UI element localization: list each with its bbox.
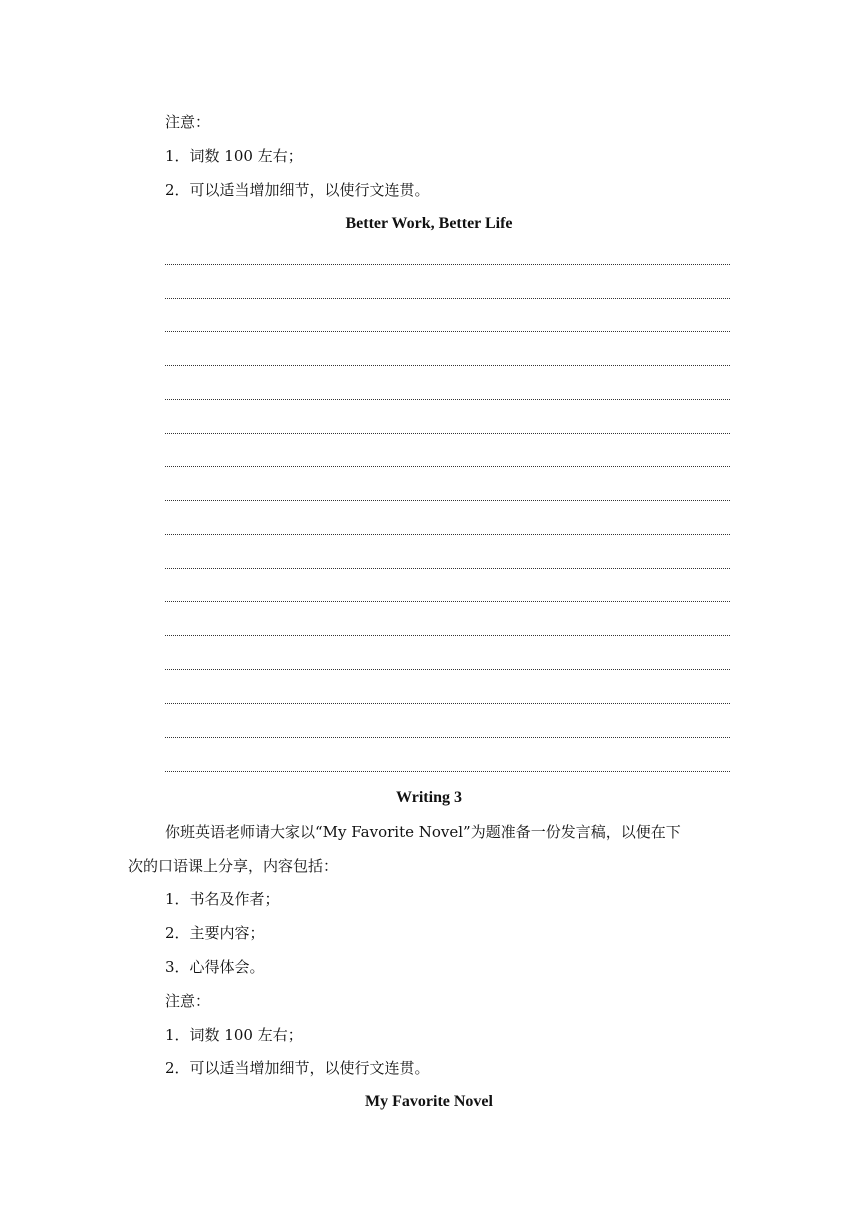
- note-label: 注意：: [165, 113, 211, 131]
- content-item: 1．书名及作者；: [165, 890, 280, 908]
- note-item: 1．词数 100 左右；: [165, 147, 303, 165]
- writing-line: [165, 771, 730, 772]
- writing-line: [165, 264, 730, 265]
- content-item: 2．主要内容；: [165, 924, 265, 942]
- section-heading: Writing 3: [396, 789, 462, 806]
- writing-line: [165, 703, 730, 704]
- writing-line: [165, 331, 730, 332]
- writing-line: [165, 534, 730, 535]
- writing-line: [165, 399, 730, 400]
- writing-line: [165, 737, 730, 738]
- essay-title: Better Work, Better Life: [345, 215, 513, 232]
- writing-line: [165, 601, 730, 602]
- writing-line: [165, 635, 730, 636]
- note-label: 注意：: [165, 992, 211, 1010]
- writing-line: [165, 568, 730, 569]
- writing-line: [165, 433, 730, 434]
- note-item: 2．可以适当增加细节，以使行文连贯。: [165, 1059, 430, 1077]
- writing-line: [165, 365, 730, 366]
- prompt-text: 你班英语老师请大家以“My Favorite Novel”为题准备一份发言稿，以便在下: [165, 823, 681, 841]
- writing-line: [165, 298, 730, 299]
- writing-line: [165, 669, 730, 670]
- note-item: 2．可以适当增加细节，以使行文连贯。: [165, 181, 430, 199]
- writing-line: [165, 466, 730, 467]
- content-item: 3．心得体会。: [165, 958, 265, 976]
- note-item: 1．词数 100 左右；: [165, 1026, 303, 1044]
- essay-title: My Favorite Novel: [365, 1093, 493, 1110]
- prompt-text: 次的口语课上分享，内容包括：: [128, 857, 339, 875]
- writing-line: [165, 500, 730, 501]
